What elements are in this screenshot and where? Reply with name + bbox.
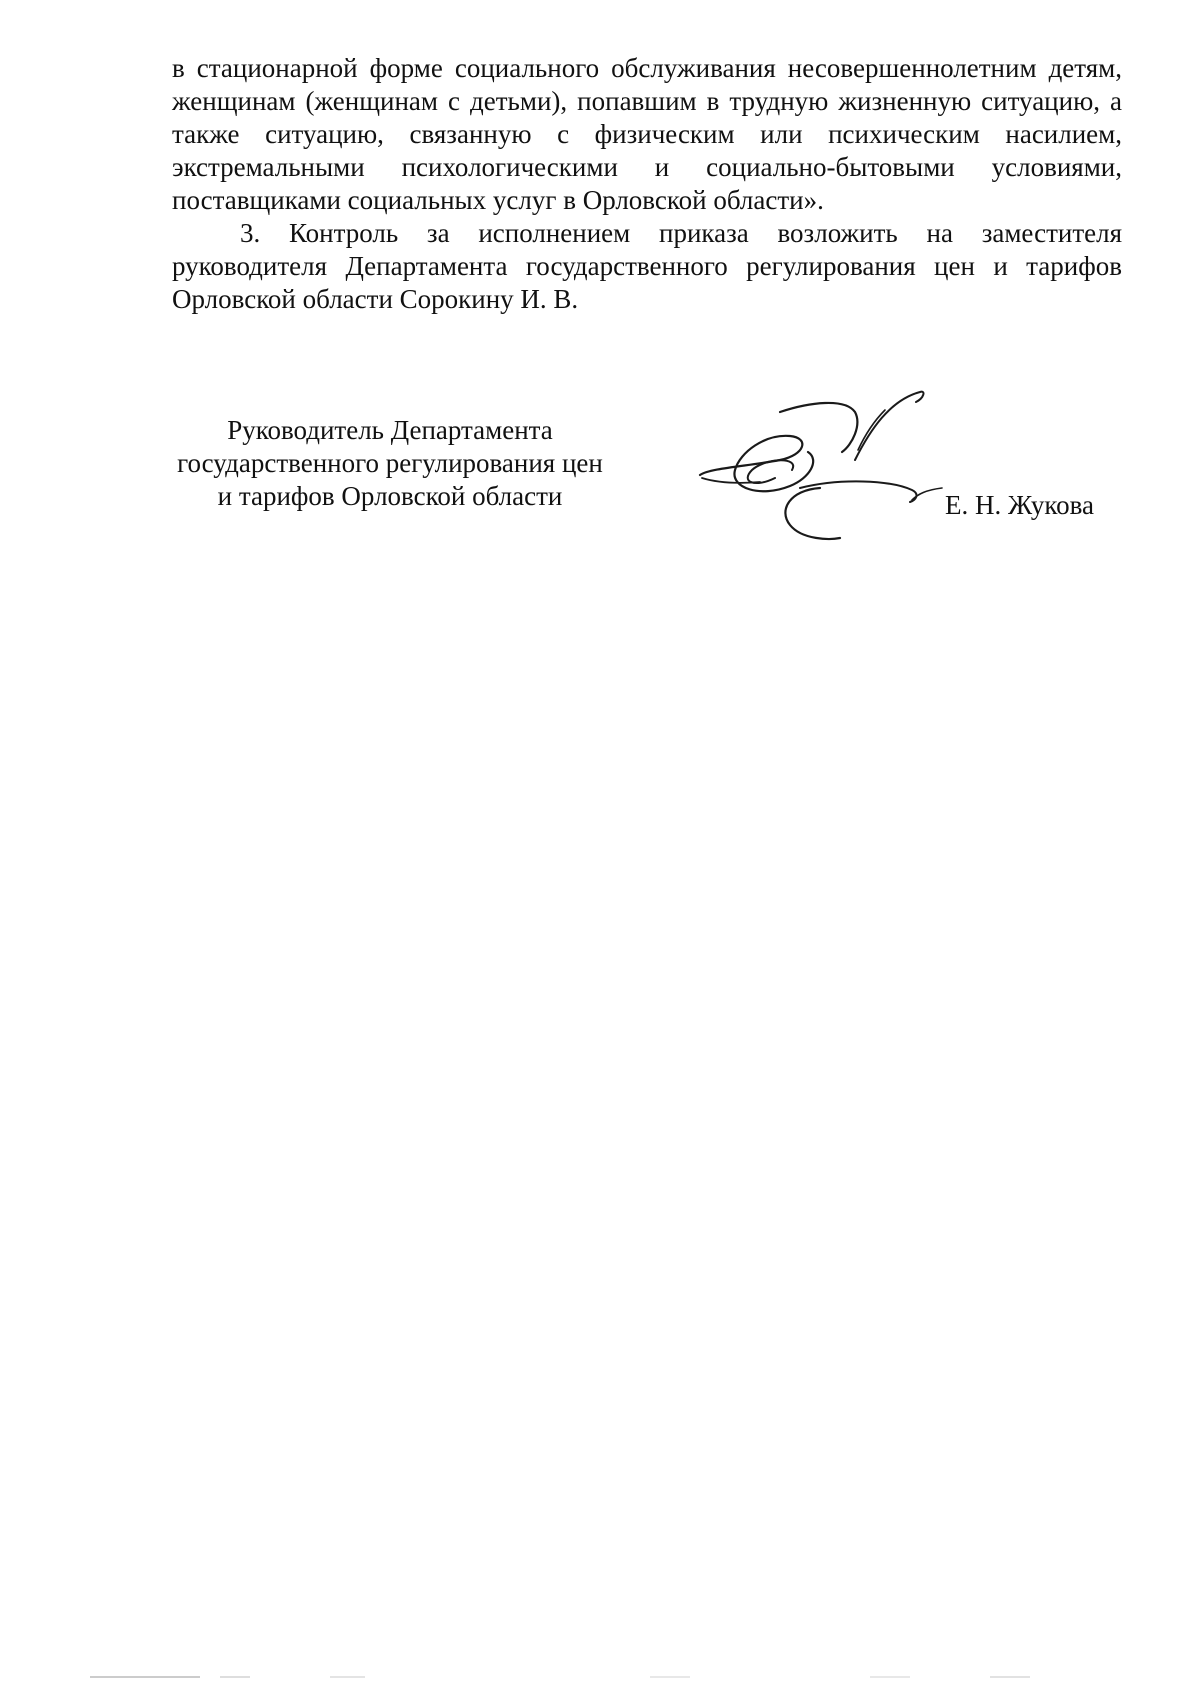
scan-bottom-edge [90,1675,1110,1679]
handwritten-signature [680,390,960,570]
signatory-title [150,414,630,513]
document-body [172,52,1122,316]
signatory-name: Е. Н. Жукова [945,490,1094,520]
signatory-title-line-3: и тарифов Орловской области [217,481,563,511]
paragraph-item-3: 3. Контроль за исполнением приказа возложить на заместителя руководителя Департамента государственного регулирования цен и тарифов Орловской области Сорокину И. В. [172,218,1122,314]
signatory-title-line-2: государственного регулирования цен [177,448,603,478]
paragraph-continuation: в стационарной форме социального обслуживания несовершеннолетним детям, женщинам (женщинам с детьми), попавшим в трудную жизненную ситуацию, а также ситуацию, связанную с физическим или психическим насилием, экстремальными психологическими и социально-бытовыми условиями, поставщиками социальных услуг в Орловской области». [172,53,1122,215]
signatory-title-line-1: Руководитель Департамента [227,415,553,445]
